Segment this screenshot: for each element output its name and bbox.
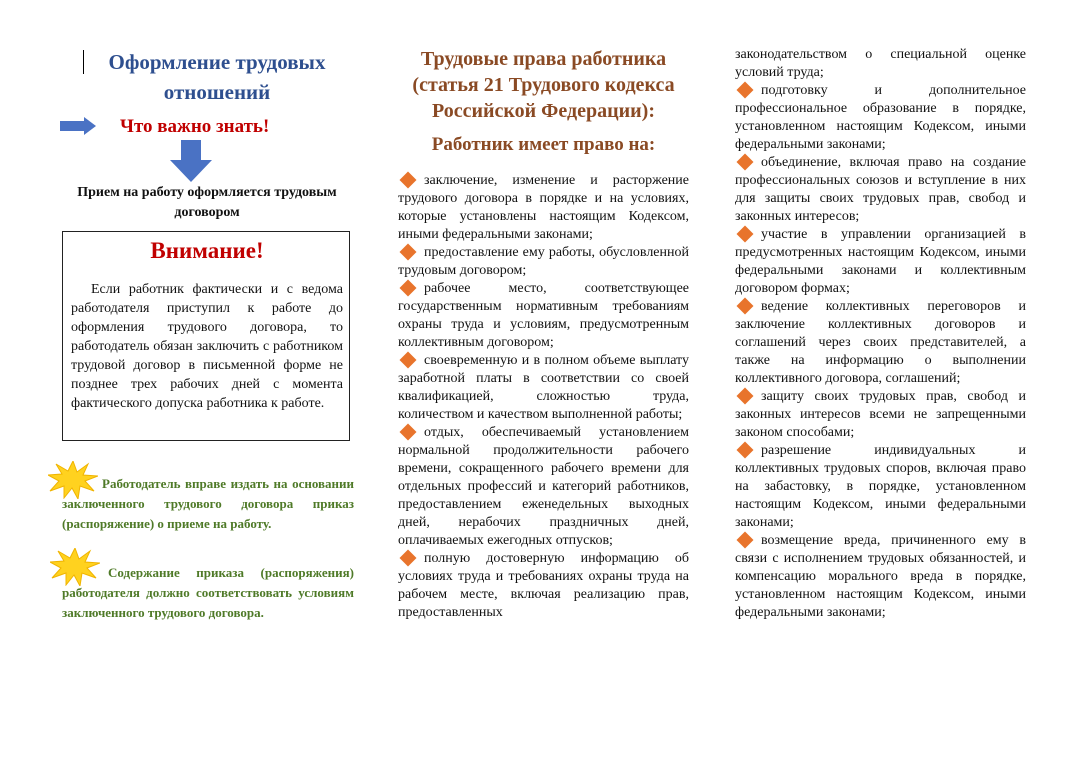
page-title: Оформление трудовых отношений	[108, 50, 326, 104]
diamond-bullet-icon	[737, 154, 754, 171]
list-item: подготовку и дополнительное профессиональное образование в порядке, установленном настоящим Кодексом, иными федеральными законами;	[735, 83, 1026, 152]
list-item: рабочее место, соответствующее государственным нормативным требованиям охраны труда и условиям, предусмотренным коллективным договором;	[398, 281, 689, 350]
list-item: участие в управлении организацией в предусмотренных настоящим Кодексом, иными федеральными законами и коллективным договором формах;	[735, 227, 1026, 296]
diamond-bullet-icon	[400, 352, 417, 369]
diamond-bullet-icon	[400, 424, 417, 441]
attention-text: Если работник фактически и с ведома работодателя приступил к работе до оформления трудового договора, то работодатель обязан заключить с работником трудовой договор в письменной форме не позднее трех рабочих дней с момента фактического допуска работника к работе.	[71, 282, 343, 411]
note-order-right: Работодатель вправе издать на основании заключенного трудового договора приказ (распоряжение) о приеме на работу.	[62, 476, 354, 531]
diamond-bullet-icon	[400, 280, 417, 297]
attention-box	[62, 231, 350, 441]
diamond-bullet-icon	[400, 550, 417, 567]
list-item: защиту своих трудовых прав, свобод и законных интересов всеми не запрещенными законом способами;	[735, 389, 1026, 440]
diamond-bullet-icon	[737, 388, 754, 405]
diamond-bullet-icon	[737, 442, 754, 459]
attention-title: Внимание!	[150, 238, 264, 263]
list-item-continuation: законодательством о специальной оценке условий труда;	[735, 47, 1026, 80]
important-heading: Что важно знать!	[120, 116, 270, 137]
list-item: возмещение вреда, причиненного ему в связи с исполнением трудовых обязанностей, и компенсацию морального вреда в порядке, установленном настоящим Кодексом, иными федеральными законами;	[735, 533, 1026, 620]
list-item: ведение коллективных переговоров и заключение коллективных договоров и соглашений через своих представителей, а также на информацию о выполнении коллективного договора, соглашений;	[735, 299, 1026, 386]
list-item: объединение, включая право на создание профессиональных союзов и вступление в них для защиты своих трудовых прав, свобод и законных интересов;	[735, 155, 1026, 224]
rights-subtitle: Работник имеет право на:	[431, 134, 656, 155]
rights-list-right	[735, 46, 1026, 622]
list-item: своевременную и в полном объеме выплату заработной платы в соответствии со своей квалификацией, сложностью труда, количеством и качеством выполненной работы;	[398, 353, 689, 422]
diamond-bullet-icon	[737, 298, 754, 315]
arrow-down-icon	[170, 140, 212, 182]
list-item: отдых, обеспечиваемый установлением нормальной продолжительности рабочего времени, сокращенного рабочего времени для отдельных профессий и категорий работников, предоставлением еженедельных выходных дней, нерабочих праздничных дней, оплачиваемых ежегодных отпусков;	[398, 425, 689, 548]
list-item: полную достоверную информацию об условиях труда и требованиях охраны труда на рабочем месте, включая реализацию прав, предоставленных	[398, 551, 689, 620]
hire-statement: Прием на работу оформляется трудовым договором	[77, 185, 337, 220]
diamond-bullet-icon	[737, 532, 754, 549]
rights-list-middle	[398, 172, 689, 622]
rights-title: Трудовые права работника (статья 21 Трудового кодекса Российской Федерации):	[412, 48, 675, 122]
diamond-bullet-icon	[737, 226, 754, 243]
list-item: предоставление ему работы, обусловленной трудовым договором;	[398, 245, 689, 278]
diamond-bullet-icon	[400, 244, 417, 261]
list-item: заключение, изменение и расторжение трудового договора в порядке и на условиях, которые установлены настоящим Кодексом, иными федеральными законами;	[398, 173, 689, 242]
list-item: разрешение индивидуальных и коллективных трудовых споров, включая право на забастовку, в порядке, установленном настоящим Кодексом, иными федеральными законами;	[735, 443, 1026, 530]
diamond-bullet-icon	[737, 82, 754, 99]
diamond-bullet-icon	[400, 172, 417, 189]
note-order-content: Содержание приказа (распоряжения) работодателя должно соответствовать условиям заключенного трудового договора.	[62, 565, 354, 620]
arrow-right-icon	[60, 117, 96, 135]
